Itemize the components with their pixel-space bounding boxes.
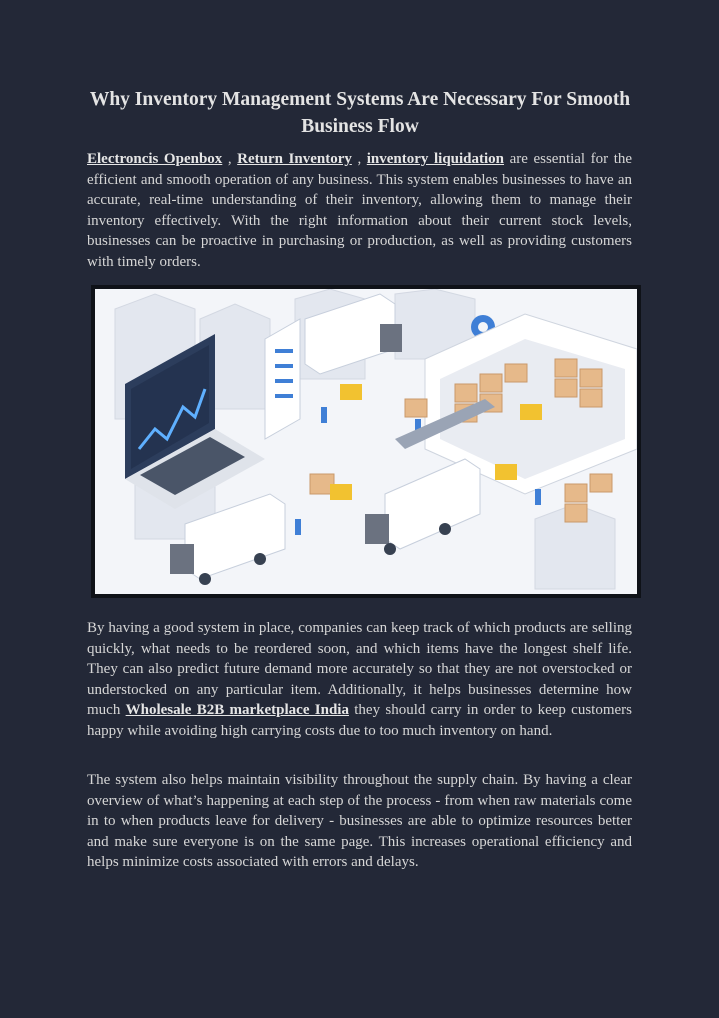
intro-text: are essential for the efficient and smooth operation of any business. This system enables businesses to have an accurate, real-time understanding of their inventory, allowing them to manage their inventory effectively. With the right information about their current stock levels, businesses can be proactive in purchasing or production, as well as providing customers with timely orders. <box>87 151 633 270</box>
para2-text-before: By having a good system in place, companies can keep track of which products are selling quickly, what needs to be reordered soon, and which items have the longest shelf life. They can also predict future demand more accurately so that they are not overstocked or understocked on any particular item. Additionally, it helps businesses determine how much <box>87 620 632 719</box>
separator: , <box>222 151 238 167</box>
body-paragraph-2 <box>87 618 632 742</box>
link-return-inventory[interactable]: Return Inventory <box>237 151 352 167</box>
checklist-icon <box>265 319 300 439</box>
page-title: Why Inventory Management Systems Are Necessary For Smooth Business Flow <box>89 89 631 137</box>
intro-paragraph <box>87 149 632 273</box>
link-electronics-openbox[interactable]: Electroncis Openbox <box>87 151 223 167</box>
para2-text-after: they should carry in order to keep customers happy while avoiding high carrying costs due to too much inventory on hand. <box>87 702 632 739</box>
separator: , <box>351 151 367 167</box>
warehouse-illustration <box>91 285 641 598</box>
link-wholesale-b2b-marketplace[interactable]: Wholesale B2B marketplace India <box>125 702 349 719</box>
body-paragraph-3: The system also helps maintain visibility throughout the supply chain. By having a clear overview of what’s happening at each step of the process - from when raw materials come in to when products leave for delivery - businesses are able to optimize resources better and make sure everyone is on the same page. This increases operational efficiency and helps minimize costs associated with errors and delays. <box>87 772 632 871</box>
link-inventory-liquidation[interactable]: inventory liquidation <box>366 151 505 167</box>
warehouse-scene <box>95 289 637 594</box>
